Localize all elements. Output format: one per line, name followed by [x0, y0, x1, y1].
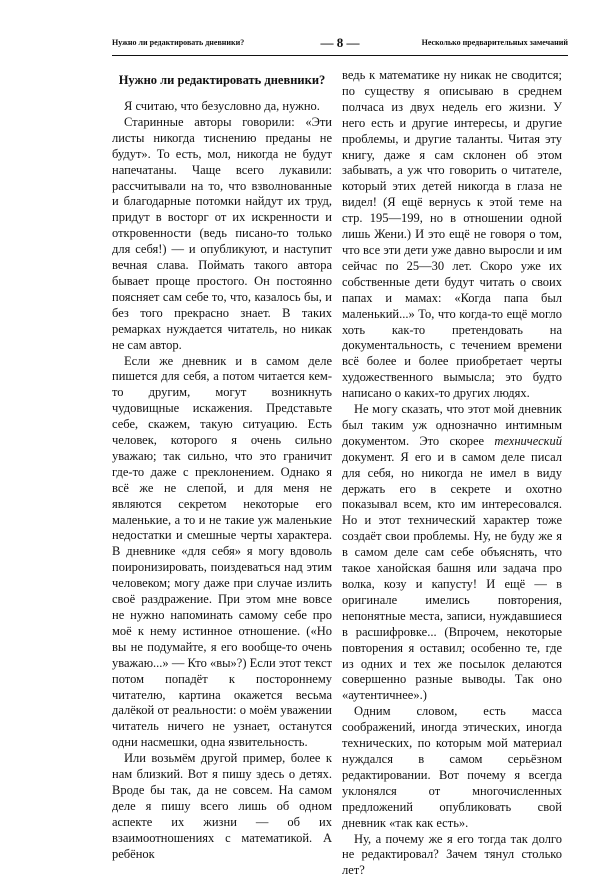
page-number: — 8 —: [290, 35, 390, 51]
paragraph: [342, 402, 562, 704]
paragraph: Если же дневник и в самом деле пишется для себя, а потом читается кем-то другим, могут возникнуть чудовищные искажения. Представьте себе, скажем, такую ситуацию. Есть человек, которого я очень сильно уважаю; так сильно, что это граничит где-то даже с преклонением. Однако я всё же не слепой, и для меня не являются секретом некоторые его маленькие, а то и не такие уж маленькие недостатки и смешные черты характера. В дневнике «для себя» я могу вдоволь поиронизировать, поиздеваться над этим человеком; могу даже при случае излить своё раздражение. При этом мне вовсе не нужно напоминать самому себе про моё к нему истинное отношение. («Но вы не подумайте, я его вообще-то очень уважаю...» — Кто «вы»?) Если этот текст потом попадёт к постороннему читателю, картина окажется весьма далёкой от реальности: о моём уважении читатель ничего не узнает, останутся одни насмешки, одна язвительность.: [112, 354, 332, 752]
paragraph: Ну, а почему же я его тогда так долго не редактировал? Зачем тянул столько лет?: [342, 832, 562, 879]
header-section-title: Несколько предварительных замечаний: [422, 38, 568, 47]
text-span: документ. Я его и в самом деле писал для себя, но никогда не имел в виду держать его в секрете и охотно показывал всем, кто им интересовался. Но и этот технический характер тоже создаёт свои проблемы. Ну, не буду же я в самом деле сам себе объяснять, что такое ханойская башня или задача про волка, козу и капусту! И ещё — в оригинале имелись повторения, непонятные места, записи, нуждавшиеся в расшифровке... (Впрочем, некоторые повторения я оставил; особенно те, где из одних и тех же посылок делаются совершенно разные выводы. Так оно «аутентичнее».): [342, 450, 562, 703]
paragraph-continuation: ведь к математике ну никак не сводится; по существу я описываю в среднем полчаса из двух недель его жизни. У него есть и другие интересы, и другие проблемы, и другие таланты. Читая эту книгу, даже я сам склонен об этом забывать, а уж что говорить о читателе, который этих детей никогда в глаза не видел! (Я ещё вернусь к этой теме на стр. 195—199, но в отношении одной лишь Жени.) И это ещё не говоря о том, что все эти дети уже давно выросли и им сейчас по 25—30 лет. Скоро уже их собственные дети будут читать о своих папах и мамах: «Когда папа был маленький...» То, что когда-то ещё могло хоть как-то претендовать на документальность, с течением времени всё более и более приобретает черты художественного вымысла; это будто написано о каких-то других людях.: [342, 68, 562, 402]
running-header: [112, 35, 568, 53]
paragraph: Старинные авторы говорили: «Эти листы никогда тиснению преданы не будут». То есть, мол, никогда не будут напечатаны. Чаще всего лукавили: рассчитывали на то, что взволнованные и благодарные потомки найдут их труд, придут в восторг от их искренности и откровенности (ведь писано-то только для себя!) — и опубликуют, и наступит вечная слава. Поймать такого автора бывает проще простого. Он постоянно поясняет сам себе то, что, казалось бы, и без того прекрасно знает. В таких ремарках нуждается читатель, но никак не сам автор.: [112, 115, 332, 354]
header-chapter-title: Нужно ли редактировать дневники?: [112, 38, 244, 47]
paragraph: Или возьмём другой пример, более к нам близкий. Вот я пишу здесь о детях. Вроде бы так, да не совсем. На самом деле я пишу всего лишь об одном аспекте их жизни — об их взаимоотношениях с математикой. А ребёнок: [112, 751, 332, 862]
emphasis-text: технический: [494, 434, 562, 448]
right-column: [342, 68, 562, 879]
left-column: [112, 68, 332, 863]
text-span: Не могу сказать, что этот мой дневник был таким уж однозначно интимным документом. Это скорее: [342, 402, 562, 448]
paragraph: Я считаю, что безусловно да, нужно.: [112, 99, 332, 115]
header-rule: [112, 55, 568, 56]
paragraph: Одним словом, есть масса соображений, иногда этических, иногда технических, по которым мой материал нуждался в самом серьёзном редактировании. Вот почему я всегда уклонялся от многочисленных предложений опубликовать свой дневник «так как есть».: [342, 704, 562, 831]
article-title: Нужно ли редактировать дневники?: [112, 72, 332, 88]
